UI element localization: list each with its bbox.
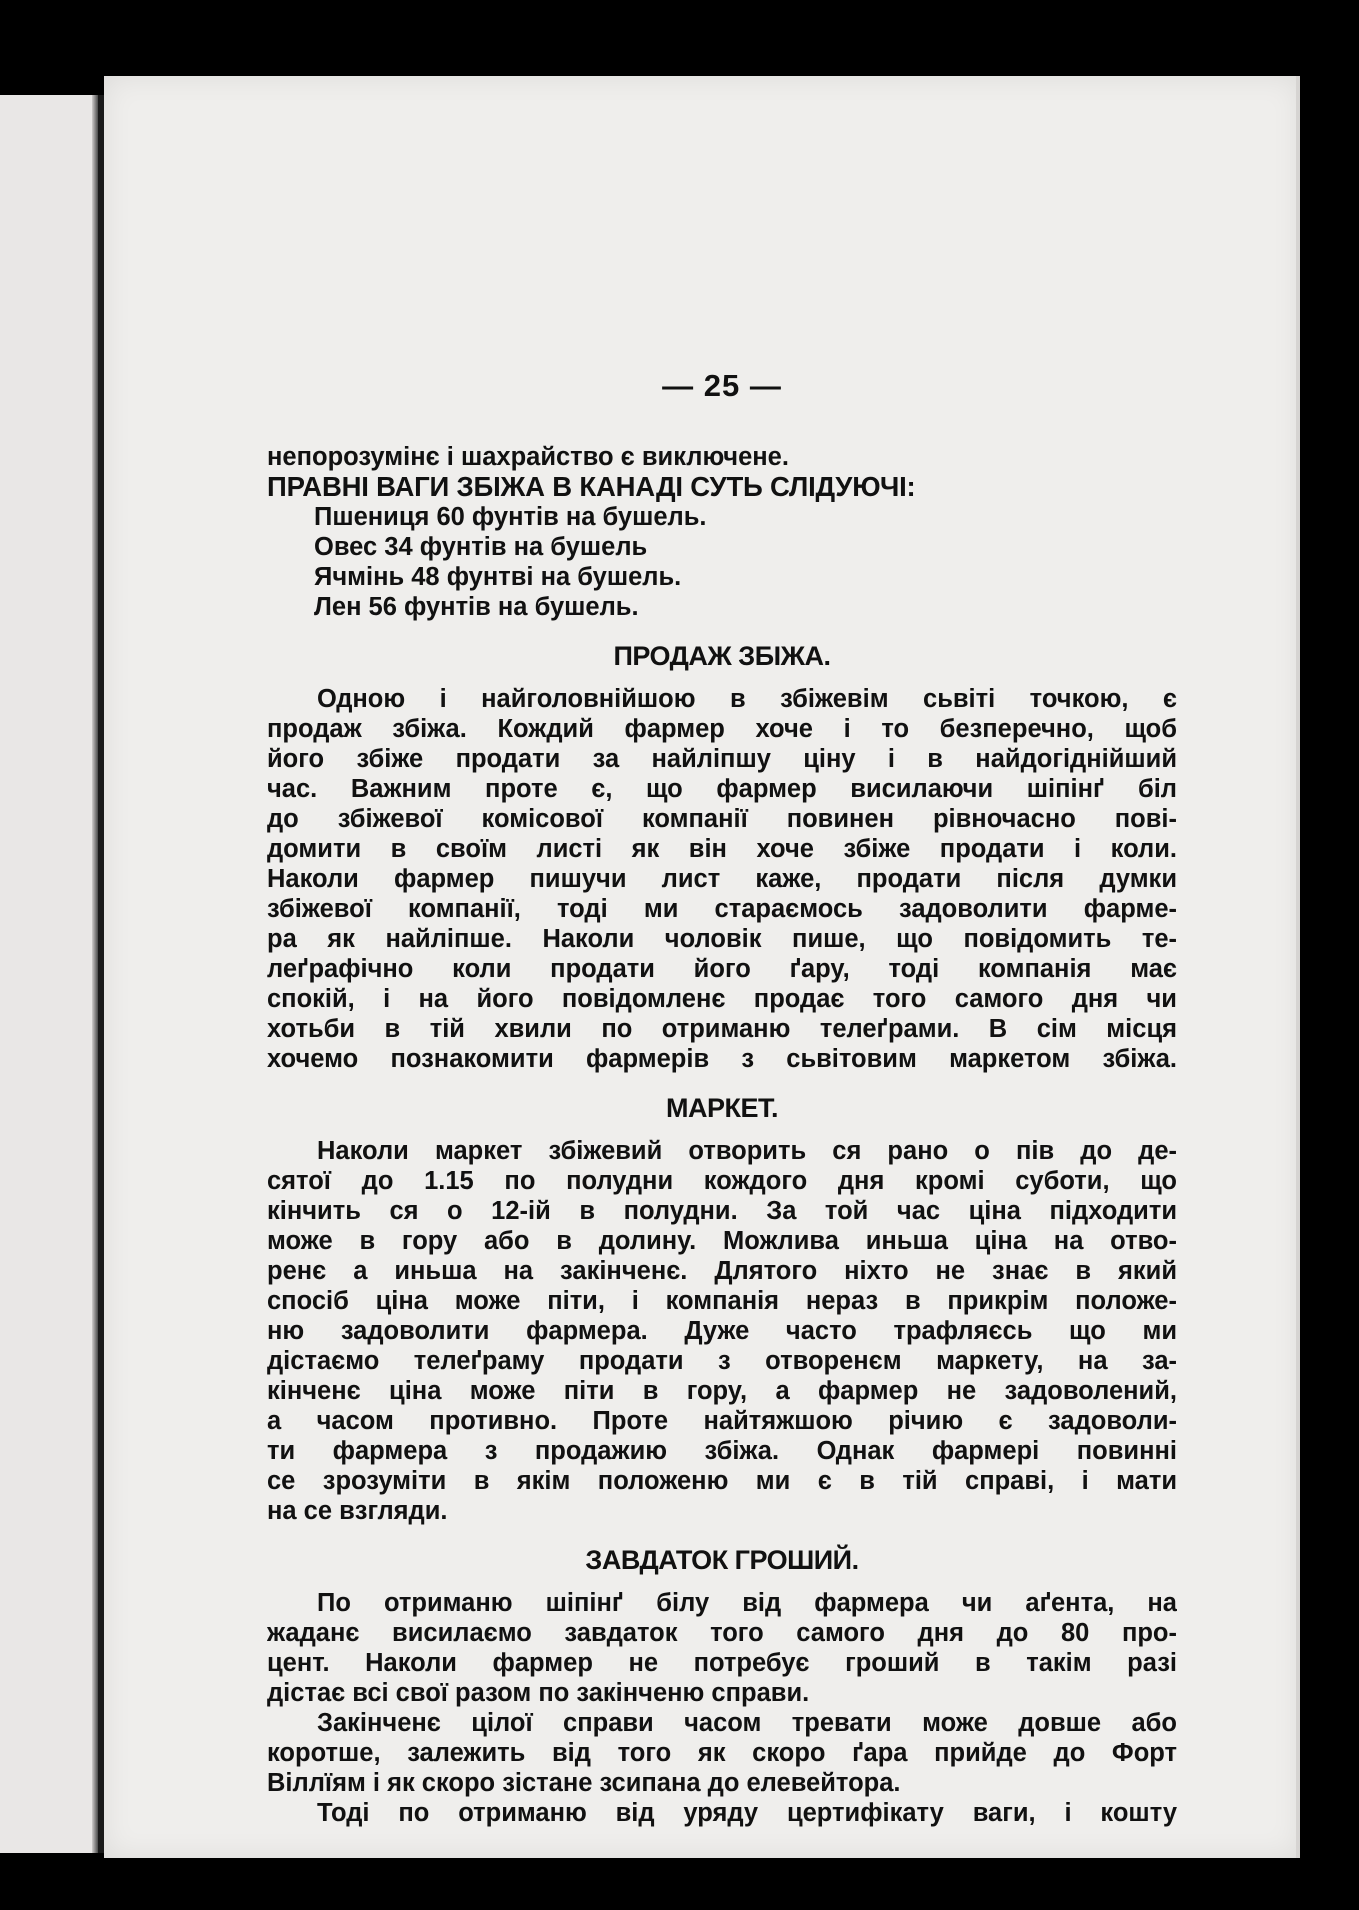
paragraph (267, 1708, 1177, 1798)
text-line: Наколи фармер пишучи лист каже, продати після думки (267, 865, 1177, 893)
text-line: ню задоволити фармера. Дуже часто трафляєсь що ми (267, 1317, 1177, 1345)
text-line: спокій, і на його повідомленє продає того самого дня чи (267, 985, 1177, 1013)
text-line: дістаємо телеґраму продати з отворенєм маркету, на за- (267, 1347, 1177, 1375)
weights-heading: ПРАВНІ ВАГИ ЗБІЖА В КАНАДІ СУТЬ СЛІДУЮЧІ: (267, 471, 916, 502)
text-line: се зрозуміти в якім положеню ми є в тій справі, і мати (267, 1467, 1177, 1495)
weights-list (267, 502, 1177, 622)
page-content (267, 366, 1177, 1828)
text-line: Тоді по отриманю від уряду цертифікату ваги, і кошту (317, 1799, 1177, 1827)
section-heading: ЗАВДАТОК ГРОШИЙ. (585, 1545, 859, 1575)
text-line: Віллїям і як скоро зістане зсипана до елевейтора. (267, 1769, 901, 1797)
text-line: Закінченє цілої справи часом тревати може довше або (317, 1709, 1177, 1737)
paragraph (267, 1136, 1177, 1526)
text-line: цент. Наколи фармер не потребує гроший в такім разі (267, 1649, 1177, 1677)
text-line: хочемо познакомити фармерів з сьвітовим маркетом збіжа. (267, 1045, 1177, 1073)
text-line: домити в своїм листі як він хоче збіже продати і коли. (267, 835, 1177, 863)
section-heading: ПРОДАЖ ЗБІЖА. (613, 641, 831, 671)
section-money-advance (267, 1542, 1177, 1828)
weight-item-wheat: Пшениця 60 фунтів на бушель. (314, 503, 707, 531)
intro-line: непорозумінє і шахрайство є виключене. (267, 443, 789, 471)
text-line: кінченє ціна може піти в гору, а фармер не задоволений, (267, 1377, 1177, 1405)
text-line: ра як найліпше. Наколи чоловік пише, що повідомить те- (267, 925, 1177, 953)
text-line: дістає всі свої разом по закінченю справи. (267, 1679, 810, 1707)
text-line: коротше, залежить від того як скоро ґара прийде до Форт (267, 1739, 1177, 1767)
text-line: ти фармера з продажию збіжа. Однак фармері повинні (267, 1437, 1177, 1465)
section-heading: МАРКЕТ. (666, 1093, 778, 1123)
section-market (267, 1090, 1177, 1526)
text-line: час. Важним проте є, що фармер висилаючи шіпінґ біл (267, 775, 1177, 803)
text-line: збіжевої компанії, тоді ми стараємось задоволити фарме- (267, 895, 1177, 923)
text-line: По отриманю шіпінґ білу від фармера чи аґента, на (317, 1589, 1177, 1617)
previous-page-edge (0, 95, 98, 1853)
text-line: кінчить ся о 12-ій в полудни. За той час ціна підходити (267, 1197, 1177, 1225)
section-grain-sale (267, 638, 1177, 1074)
text-line: а часом противно. Проте найтяжшою річию є задоволи- (267, 1407, 1177, 1435)
text-line: хотьби в тій хвили по отриманю телеґрами. В сім місця (267, 1015, 1177, 1043)
text-line: Одною і найголовнійшою в збіжевім сьвіті точкою, є (317, 685, 1177, 713)
text-line: його збіже продати за найліпшу ціну і в найдогіднійший (267, 745, 1177, 773)
weight-item-flax: Лен 56 фунтів на бушель. (314, 593, 639, 621)
text-line: може в гору або в долину. Можлива иньша ціна на отво- (267, 1227, 1177, 1255)
text-line: жаданє висилаємо завдаток того самого дня до 80 про- (267, 1619, 1177, 1647)
weight-item-oats: Овес 34 фунтів на бушель (314, 533, 648, 561)
weight-item-barley: Ячмінь 48 фунтві на бушель. (314, 563, 682, 591)
text-line: на се взгляди. (267, 1497, 448, 1525)
text-line: спосіб ціна може піти, і компанія нераз в прикрім положе- (267, 1287, 1177, 1315)
text-line: леґрафічно коли продати його ґару, тоді компанія має (267, 955, 1177, 983)
text-line: ренє а иньша на закінченє. Длятого ніхто не знає в який (267, 1257, 1177, 1285)
text-line: сятої до 1.15 по полудни кождого дня кромі суботи, що (267, 1167, 1177, 1195)
text-line: продаж збіжа. Кождий фармер хоче і то безперечно, щоб (267, 715, 1177, 743)
text-line: Наколи маркет збіжевий отворить ся рано о пів до де- (317, 1137, 1177, 1165)
page-number: — 25 — (662, 368, 782, 403)
text-line: до збіжевої комісової компанії повинен рівночасно пові- (267, 805, 1177, 833)
paragraph (267, 1798, 1177, 1828)
paragraph (267, 1588, 1177, 1708)
book-page (104, 76, 1300, 1858)
paragraph (267, 684, 1177, 1074)
